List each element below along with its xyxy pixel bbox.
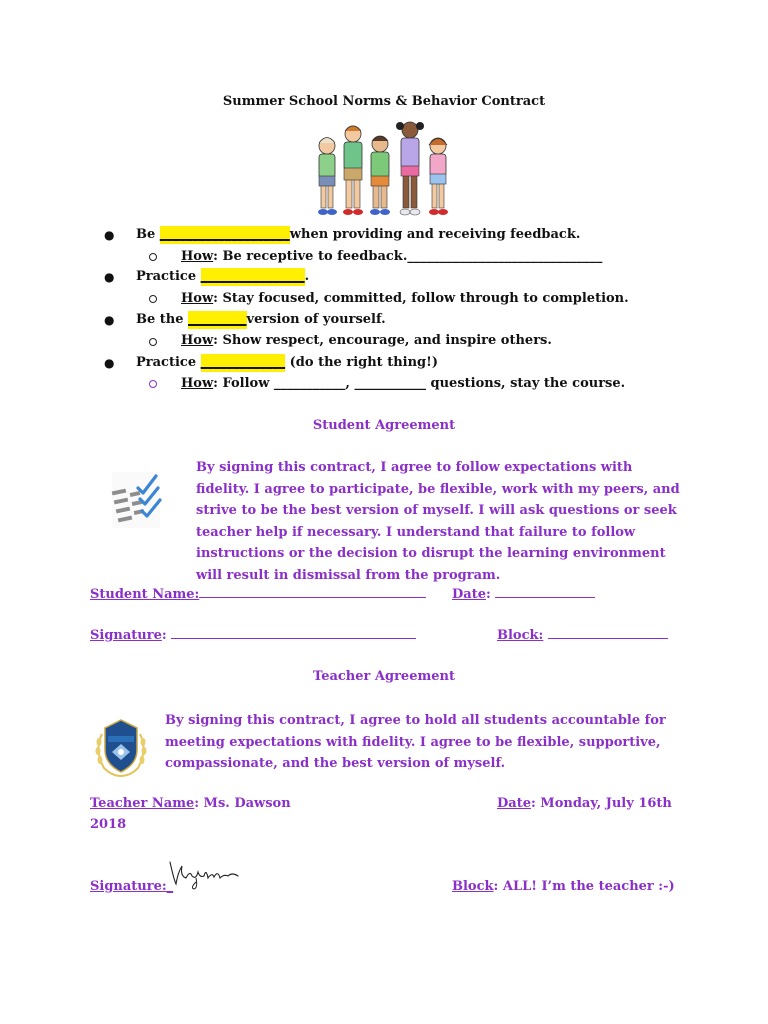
student-signature-line[interactable] xyxy=(171,638,416,639)
how-item xyxy=(181,332,552,350)
student-name-field[interactable] xyxy=(90,587,426,602)
student-name-line[interactable] xyxy=(199,597,426,598)
student-name-label: Student Name: xyxy=(90,587,200,602)
norm-prefix: Be the xyxy=(136,312,189,327)
student-signature-label: Signature xyxy=(90,628,162,643)
how-item xyxy=(181,290,629,308)
student-block-line[interactable] xyxy=(548,638,668,639)
crest-emblem xyxy=(92,716,150,780)
teacher-date-label: Date xyxy=(497,796,531,811)
teacher-name-label: Teacher Name xyxy=(90,796,195,811)
sub-bullet-icon xyxy=(149,338,157,346)
bullet-icon: ● xyxy=(104,356,115,370)
student-date-line[interactable] xyxy=(495,597,595,598)
teacher-signature-label: Signature: xyxy=(90,879,167,894)
how-label: How xyxy=(181,376,214,391)
bullet-icon: ● xyxy=(104,313,115,327)
bullet-icon: ● xyxy=(104,228,115,242)
norm-item xyxy=(136,354,438,372)
how-item xyxy=(181,248,602,266)
how-text: : Be receptive to feedback.______________________________ xyxy=(213,249,603,264)
norm-suffix: version of yourself. xyxy=(246,312,386,327)
norm-suffix: . xyxy=(304,269,310,284)
how-label: How xyxy=(181,291,214,306)
norm-item xyxy=(136,226,580,244)
student-date-field[interactable]: Date: xyxy=(452,587,595,602)
sub-bullet-icon xyxy=(149,253,157,261)
norm-suffix: when providing and receiving feedback. xyxy=(289,227,581,242)
how-text: : Follow ___________, ___________ questions, stay the course. xyxy=(213,376,626,391)
student-date-label: Date xyxy=(452,587,486,602)
norm-blank-highlight: ________________ xyxy=(200,269,305,284)
sub-bullet-icon xyxy=(149,380,157,388)
page-title: Summer School Norms & Behavior Contract xyxy=(222,94,546,109)
teacher-block-label: Block xyxy=(452,879,494,894)
teacher-agreement-text: By signing this contract, I agree to hold all students accountable for meeting expectations with fidelity. I agree to be flexible, supportive, compassionate, and the best version of myself. xyxy=(165,713,666,771)
student-agreement-heading: Student Agreement xyxy=(312,418,456,433)
norm-blank-highlight: ____________________ xyxy=(159,227,290,242)
checklist-icon xyxy=(108,468,170,532)
student-agreement-text: By signing this contract, I agree to follow expectations with fidelity. I agree to participate, be flexible, work with my peers, and strive to be the best version of myself. I will ask questions or seek teacher help if necessary. I understand that failure to follow instructions or the decision to disrupt the learning environment will result in dismissal from the program. xyxy=(196,460,680,583)
bullet-icon: ● xyxy=(104,270,115,284)
student-signature-field[interactable]: Signature: xyxy=(90,628,416,643)
norm-item xyxy=(136,268,309,286)
how-label: How xyxy=(181,333,214,348)
teacher-agreement-heading: Teacher Agreement xyxy=(313,669,455,684)
norm-prefix: Be xyxy=(136,227,160,242)
norm-suffix: (do the right thing!) xyxy=(285,355,438,370)
norm-blank-highlight: _________ xyxy=(188,312,247,327)
student-block-field[interactable] xyxy=(497,628,668,643)
signature-scribble xyxy=(166,858,242,890)
norm-prefix: Practice xyxy=(136,355,201,370)
student-block-label: Block: xyxy=(497,628,544,643)
how-label: How xyxy=(181,249,214,264)
teacher-name-field xyxy=(90,796,291,811)
norm-prefix: Practice xyxy=(136,269,201,284)
sub-bullet-icon xyxy=(149,295,157,303)
teacher-date-year: 2018 xyxy=(90,817,127,832)
norm-item xyxy=(136,311,386,329)
teacher-name-value: : Ms. Dawson xyxy=(194,796,291,811)
teacher-block-value: : ALL! I’m the teacher :-) xyxy=(493,879,675,894)
how-text: : Stay focused, committed, follow through to completion. xyxy=(213,291,629,306)
teacher-date-field xyxy=(497,796,672,811)
children-clipart xyxy=(310,118,460,220)
teacher-block-field xyxy=(452,879,675,894)
how-text: : Show respect, encourage, and inspire others. xyxy=(213,333,552,348)
teacher-date-value: : Monday, July 16th xyxy=(530,796,672,811)
teacher-signature-field: Signature:_ xyxy=(90,879,174,894)
how-item xyxy=(181,375,625,393)
norm-blank-highlight: _____________ xyxy=(200,355,286,370)
